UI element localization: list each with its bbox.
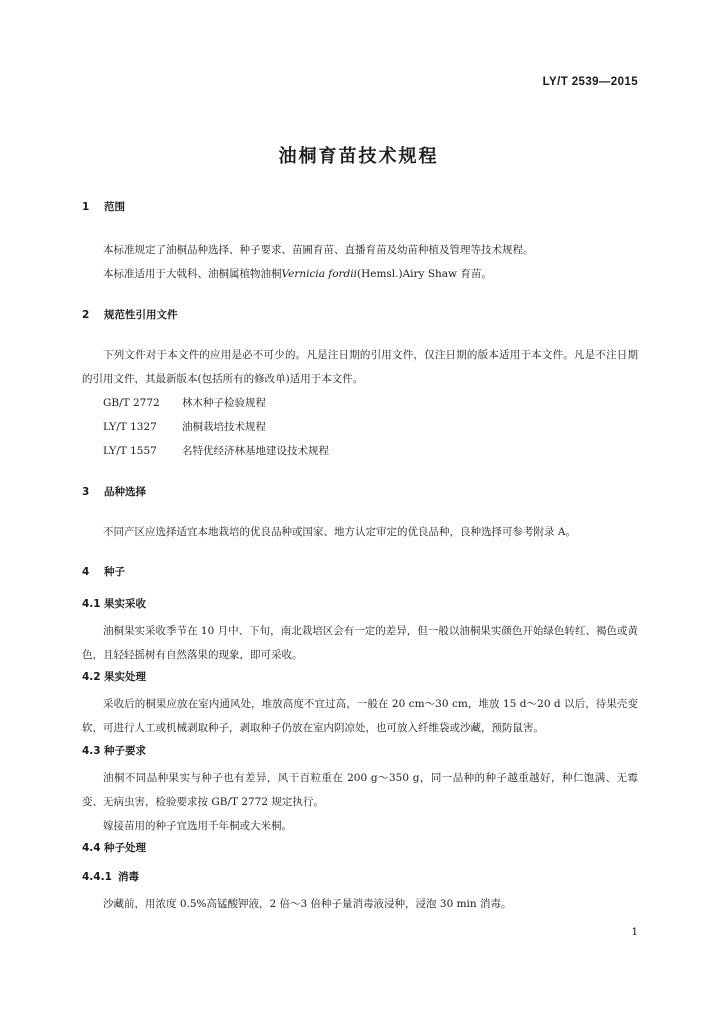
section-number: 2 <box>82 309 90 321</box>
section-title: 果实采收 <box>104 598 146 610</box>
paragraph: 本标准规定了油桐品种选择、种子要求、苗圃育苗、直播育苗及幼苗种植及管理等技术规程。 <box>103 244 534 256</box>
section-title: 种子 <box>104 566 125 578</box>
section-number: 4 <box>82 566 90 578</box>
section-title: 范围 <box>104 201 125 213</box>
paragraph <box>82 262 638 286</box>
standard-code: LY/T 2539—2015 <box>542 76 638 88</box>
section-number: 4.4 <box>82 842 101 854</box>
section-title: 品种选择 <box>104 486 146 498</box>
reference-title: 油桐栽培技术规程 <box>182 421 266 433</box>
section-number: 4.4.1 <box>82 871 112 883</box>
paragraph: 沙藏前，用浓度 0.5%高锰酸钾液，2 倍～3 倍种子量消毒液浸种，浸泡 30 min 消毒。 <box>103 898 512 910</box>
document-title: 油桐育苗技术规程 <box>278 146 439 167</box>
reference-code: GB/T 2772 <box>103 397 160 409</box>
section-title: 果实处理 <box>104 671 146 683</box>
reference-title: 名特优经济林基地建设技术规程 <box>182 445 329 457</box>
paragraph: 油桐果实采收季节在 10 月中、下旬，南北栽培区会有一定的差异，但一般以油桐果实颜色开始绿色转红、褐色或黄色，且轻轻摇树有自然落果的现象，即可采收。 <box>82 625 638 661</box>
text-run: (Hemsl.)Airy Shaw 育苗。 <box>356 268 492 280</box>
paragraph: 下列文件对于本文件的应用是必不可少的。凡是注日期的引用文件，仅注日期的版本适用于本文件。凡是不注日期的引用文件，其最新版本(包括所有的修改单)适用于本文件。 <box>82 349 638 385</box>
reference-item <box>82 439 638 463</box>
document-body <box>82 199 638 916</box>
paragraph: 油桐不同品种果实与种子也有差异，风干百粒重在 200 g～350 g，同一品种的种子越重越好，种仁饱满、无霉变、无病虫害，检验要求按 GB/T 2772 规定执行。 <box>82 772 638 808</box>
section-3-heading <box>82 484 638 500</box>
section-number: 4.2 <box>82 671 101 683</box>
section-number: 1 <box>82 201 90 213</box>
latin-species-name: Vernicia fordii <box>281 268 357 280</box>
paragraph: 嫁接苗用的种子宜选用千年桐或大米桐。 <box>103 820 292 832</box>
page-number: 1 <box>631 926 638 938</box>
text-run: 本标准适用于大戟科、油桐属植物油桐 <box>103 268 282 280</box>
section-number: 4.3 <box>82 745 101 757</box>
section-title: 消毒 <box>118 871 139 883</box>
subsection-4-4-1-heading <box>82 869 638 885</box>
section-number: 4.1 <box>82 598 101 610</box>
reference-item <box>82 391 638 415</box>
reference-item <box>82 415 638 439</box>
section-title: 种子处理 <box>104 842 146 854</box>
section-title: 规范性引用文件 <box>104 309 178 321</box>
subsection-4-3-heading <box>82 743 638 759</box>
paragraph: 不同产区应选择适宜本地栽培的优良品种或国家、地方认定审定的优良品种，良种选择可参考附录 A。 <box>103 526 576 538</box>
subsection-4-1-heading <box>82 596 638 612</box>
section-1-heading <box>82 199 638 215</box>
section-title: 种子要求 <box>104 745 146 757</box>
reference-code: LY/T 1327 <box>103 421 157 433</box>
section-4-heading <box>82 564 638 580</box>
reference-title: 林木种子检验规程 <box>182 397 266 409</box>
reference-code: LY/T 1557 <box>103 445 157 457</box>
subsection-4-2-heading <box>82 669 638 685</box>
section-number: 3 <box>82 486 90 498</box>
subsection-4-4-heading <box>82 840 638 856</box>
paragraph: 采收后的桐果应放在室内通风处，堆放高度不宜过高，一般在 20 cm～30 cm，堆放 15 d～20 d 以后，待果壳变软，可进行人工或机械剥取种子，剥取种子仍放在室内阴凉处，也可放入纤维袋或沙藏，预防鼠害。 <box>82 698 638 734</box>
section-2-heading <box>82 307 638 323</box>
